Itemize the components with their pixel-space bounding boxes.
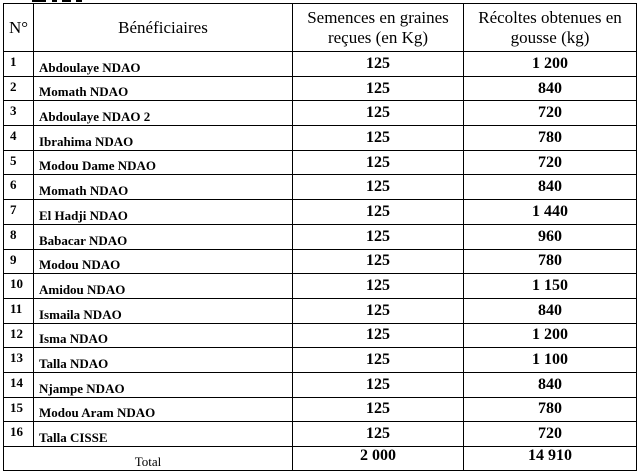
total-harvest: 14 910 (464, 447, 637, 471)
row-index: 12 (4, 323, 34, 348)
row-seeds: 125 (293, 76, 464, 101)
row-seeds: 125 (293, 101, 464, 126)
row-beneficiary-name: Amidou NDAO (34, 274, 293, 299)
table-row (4, 422, 637, 447)
row-beneficiary-name: El Hadji NDAO (34, 200, 293, 225)
row-beneficiary-name: Momath NDAO (34, 76, 293, 101)
table-row (4, 101, 637, 126)
row-seeds: 125 (293, 175, 464, 200)
row-beneficiary-name: Abdoulaye NDAO 2 (34, 101, 293, 126)
row-beneficiary-name: Talla CISSE (34, 422, 293, 447)
row-index: 16 (4, 422, 34, 447)
row-beneficiary-name: Isma NDAO (34, 323, 293, 348)
row-index: 13 (4, 348, 34, 373)
table-row (4, 175, 637, 200)
row-harvest: 720 (464, 101, 637, 126)
table-row (4, 200, 637, 225)
row-seeds: 125 (293, 200, 464, 225)
clipped-text-fragments (4, 0, 636, 2)
row-index: 11 (4, 298, 34, 323)
row-beneficiary-name: Talla NDAO (34, 348, 293, 373)
beneficiaries-table (3, 3, 637, 471)
row-beneficiary-name: Ismaila NDAO (34, 298, 293, 323)
row-index: 7 (4, 200, 34, 225)
row-harvest: 780 (464, 249, 637, 274)
row-harvest: 1 150 (464, 274, 637, 299)
row-index: 8 (4, 224, 34, 249)
row-index: 15 (4, 397, 34, 422)
row-harvest: 720 (464, 422, 637, 447)
row-index: 9 (4, 249, 34, 274)
row-beneficiary-name: Modou Aram NDAO (34, 397, 293, 422)
row-seeds: 125 (293, 52, 464, 77)
row-beneficiary-name: Momath NDAO (34, 175, 293, 200)
table-footer (4, 447, 637, 471)
row-index: 10 (4, 274, 34, 299)
table-row (4, 150, 637, 175)
row-index: 6 (4, 175, 34, 200)
row-harvest: 960 (464, 224, 637, 249)
total-seeds: 2 000 (293, 447, 464, 471)
total-label: Total (4, 447, 293, 471)
row-index: 1 (4, 52, 34, 77)
row-beneficiary-name: Abdoulaye NDAO (34, 52, 293, 77)
row-seeds: 125 (293, 126, 464, 151)
row-harvest: 1 440 (464, 200, 637, 225)
row-harvest: 1 100 (464, 348, 637, 373)
row-seeds: 125 (293, 298, 464, 323)
table-row (4, 372, 637, 397)
row-seeds: 125 (293, 274, 464, 299)
row-beneficiary-name: Ibrahima NDAO (34, 126, 293, 151)
row-index: 14 (4, 372, 34, 397)
row-index: 5 (4, 150, 34, 175)
row-index: 3 (4, 101, 34, 126)
header-index: N° (4, 4, 34, 52)
row-beneficiary-name: Babacar NDAO (34, 224, 293, 249)
header-harvest: Récoltes obtenues en gousse (kg) (464, 4, 637, 52)
header-beneficiary: Bénéficiaires (34, 4, 293, 52)
row-harvest: 840 (464, 175, 637, 200)
row-harvest: 840 (464, 298, 637, 323)
table-row (4, 298, 637, 323)
row-beneficiary-name: Njampe NDAO (34, 372, 293, 397)
row-seeds: 125 (293, 249, 464, 274)
table-body (4, 52, 637, 447)
row-seeds: 125 (293, 422, 464, 447)
table-row (4, 323, 637, 348)
table-row (4, 126, 637, 151)
row-seeds: 125 (293, 348, 464, 373)
row-beneficiary-name: Modou NDAO (34, 249, 293, 274)
row-harvest: 780 (464, 397, 637, 422)
row-seeds: 125 (293, 323, 464, 348)
row-index: 4 (4, 126, 34, 151)
table-row (4, 249, 637, 274)
table-row (4, 348, 637, 373)
row-harvest: 840 (464, 76, 637, 101)
header-seeds: Semences en graines reçues (en Kg) (293, 4, 464, 52)
row-seeds: 125 (293, 397, 464, 422)
table-row (4, 397, 637, 422)
row-seeds: 125 (293, 150, 464, 175)
row-seeds: 125 (293, 372, 464, 397)
table-row (4, 274, 637, 299)
row-harvest: 720 (464, 150, 637, 175)
row-seeds: 125 (293, 224, 464, 249)
header-row (4, 4, 637, 52)
table-header (4, 4, 637, 52)
row-harvest: 1 200 (464, 323, 637, 348)
total-row (4, 447, 637, 471)
row-harvest: 840 (464, 372, 637, 397)
row-beneficiary-name: Modou Dame NDAO (34, 150, 293, 175)
row-harvest: 780 (464, 126, 637, 151)
row-index: 2 (4, 76, 34, 101)
table-row (4, 52, 637, 77)
table-row (4, 224, 637, 249)
table-row (4, 76, 637, 101)
row-harvest: 1 200 (464, 52, 637, 77)
